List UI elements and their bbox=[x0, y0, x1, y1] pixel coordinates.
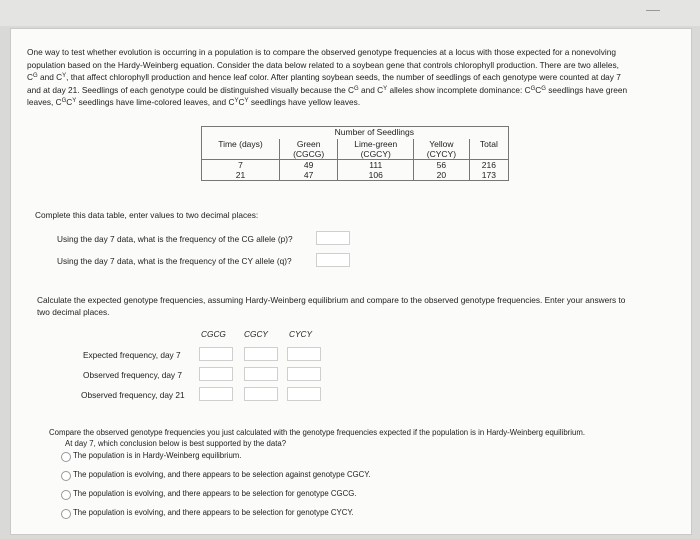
observed7-cycy-input[interactable] bbox=[287, 367, 321, 381]
option-selection-for-cgcg[interactable]: The population is evolving, and there appears to be selection for genotype CGCG. bbox=[73, 489, 356, 498]
observed7-cgcg-input[interactable] bbox=[199, 367, 233, 381]
intro-line-5: leaves, $C^GC^Y$ seedlings have lime-colored leaves, and $C^YC^Y$ seedlings have yellow leaves. bbox=[27, 97, 361, 108]
intro-line-3: $C^G$ and $C^Y$, that affect chlorophyll production and hence leaf color. After planting soybean seeds, the number of seedlings of each genotype were counted at day 7 bbox=[27, 72, 621, 83]
col-time: Time (days) bbox=[202, 139, 280, 149]
radio-icon bbox=[61, 490, 71, 500]
col-green-genotype: (CGCG) bbox=[279, 149, 337, 160]
col-total: Total bbox=[469, 139, 508, 149]
p-answer-input[interactable] bbox=[316, 231, 350, 245]
q-answer-input[interactable] bbox=[316, 253, 350, 267]
expected-cgcy-input[interactable] bbox=[244, 347, 278, 361]
col-green: Green bbox=[279, 139, 337, 149]
option-selection-against-cgcy[interactable]: The population is evolving, and there appears to be selection against genotype CGCY. bbox=[73, 470, 371, 479]
top-strip bbox=[0, 0, 700, 26]
q2-intro-line-2: two decimal places. bbox=[37, 307, 110, 317]
expected-cycy-input[interactable] bbox=[287, 347, 321, 361]
col-lime: Lime-green bbox=[338, 139, 414, 149]
seedling-data-table bbox=[201, 126, 509, 181]
q1-intro: Complete this data table, enter values to two decimal places: bbox=[35, 210, 259, 220]
observed21-cgcy-input[interactable] bbox=[244, 387, 278, 401]
header-cgcy: CGCY bbox=[244, 329, 268, 339]
col-lime-genotype: (CGCY) bbox=[338, 149, 414, 160]
radio-icon bbox=[61, 471, 71, 481]
radio-icon bbox=[61, 509, 71, 519]
observed7-cgcy-input[interactable] bbox=[244, 367, 278, 381]
q-question: Using the day 7 data, what is the frequency of the CY allele (q)? bbox=[57, 256, 292, 266]
table-row: 7 49 111 56 216 bbox=[202, 160, 509, 171]
header-cgcg: CGCG bbox=[201, 329, 226, 339]
observed-day21-label: Observed frequency, day 21 bbox=[81, 390, 185, 400]
p-question: Using the day 7 data, what is the frequency of the CG allele (p)? bbox=[57, 234, 293, 244]
header-cycy: CYCY bbox=[289, 329, 313, 339]
expected-cgcg-input[interactable] bbox=[199, 347, 233, 361]
table-row: 21 47 106 20 173 bbox=[202, 170, 509, 181]
observed-day7-label: Observed frequency, day 7 bbox=[83, 370, 183, 380]
expected-day7-label: Expected frequency, day 7 bbox=[83, 350, 181, 360]
intro-line-2: population based on the Hardy-Weinberg equation. Consider the data below related to a soybean gene that controls chlorophyll production. There are two alleles, bbox=[27, 59, 619, 70]
q3-intro-line-1: Compare the observed genotype frequencies you just calculated with the genotype frequencies expected if the population is in Hardy-Weinberg equilibrium. bbox=[49, 428, 585, 437]
q3-intro-line-2: At day 7, which conclusion below is best supported by the data? bbox=[65, 439, 287, 448]
q2-intro-line-1: Calculate the expected genotype frequencies, assuming Hardy-Weinberg equilibrium and compare to the observed genotype frequencies. Enter your answers to bbox=[37, 295, 626, 305]
intro-line-4: and at day 21. Seedlings of each genotype could be distinguished visually because the $C^G$ and $C^Y$ alleles show incomplete dominance: $C^GC^G$ seedlings have green bbox=[27, 84, 628, 95]
observed21-cycy-input[interactable] bbox=[287, 387, 321, 401]
observed21-cgcg-input[interactable] bbox=[199, 387, 233, 401]
option-equilibrium[interactable]: The population is in Hardy-Weinberg equilibrium. bbox=[73, 451, 241, 460]
radio-icon bbox=[61, 452, 71, 462]
question-page bbox=[10, 28, 692, 535]
col-yellow: Yellow bbox=[414, 139, 470, 149]
intro-line-1: One way to test whether evolution is occurring in a population is to compare the observed genotype frequencies at a locus with those expected for a nonevolving bbox=[27, 47, 616, 57]
group-header: Number of Seedlings bbox=[279, 127, 469, 140]
col-yellow-genotype: (CYCY) bbox=[414, 149, 470, 160]
option-selection-for-cycy[interactable]: The population is evolving, and there appears to be selection for genotype CYCY. bbox=[73, 508, 354, 517]
top-marker bbox=[646, 10, 660, 11]
intro-paragraph bbox=[27, 46, 691, 109]
